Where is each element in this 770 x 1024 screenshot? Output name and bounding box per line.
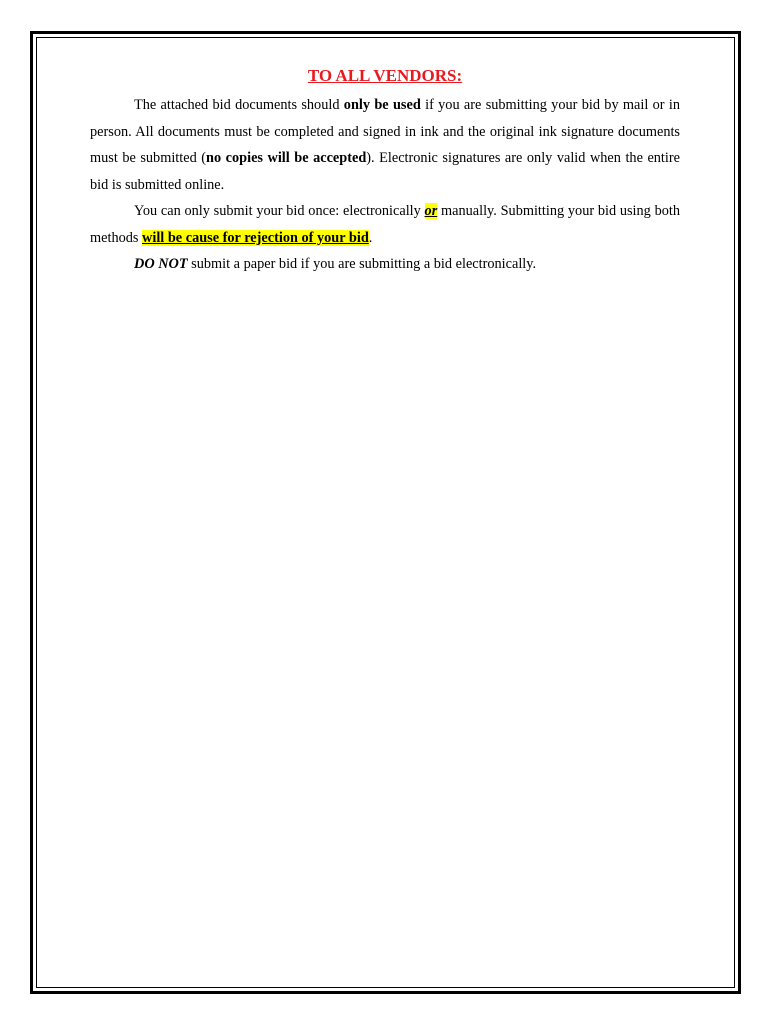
paragraph-bid-documents <box>90 92 680 198</box>
paragraph-submit-once <box>90 198 680 251</box>
p1-text-e: ). Electronic signatures are only valid when the entire bid is submitted online. <box>90 150 680 193</box>
p3-emphasis-do-not: DO NOT <box>134 256 188 272</box>
p2-text-e: . <box>368 229 373 246</box>
p1-text-a: The attached bid documents should <box>134 97 344 113</box>
p1-emphasis-no-copies: no copies will be accepted <box>206 150 367 166</box>
p1-text-c: if you are submitting your bid by mail or in person. All documents must be completed and signed in ink and the original ink signature documents must be submitted ( <box>90 97 680 166</box>
notice-title: TO ALL VENDORS: <box>307 66 463 85</box>
paragraph-do-not <box>90 251 680 278</box>
p2-highlight-rejection: will be cause for rejection of your bid <box>142 229 369 246</box>
p2-text-a: You can only submit your bid once: electronically <box>134 203 425 219</box>
p2-text-c: manually. Submitting your bid using both methods <box>90 203 680 246</box>
p2-highlight-or: or <box>424 203 438 219</box>
p1-emphasis-only-be-used: only be used <box>343 97 421 113</box>
notice-body <box>90 64 680 278</box>
p3-text-b: submit a paper bid if you are submitting a bid electronically. <box>187 256 537 272</box>
